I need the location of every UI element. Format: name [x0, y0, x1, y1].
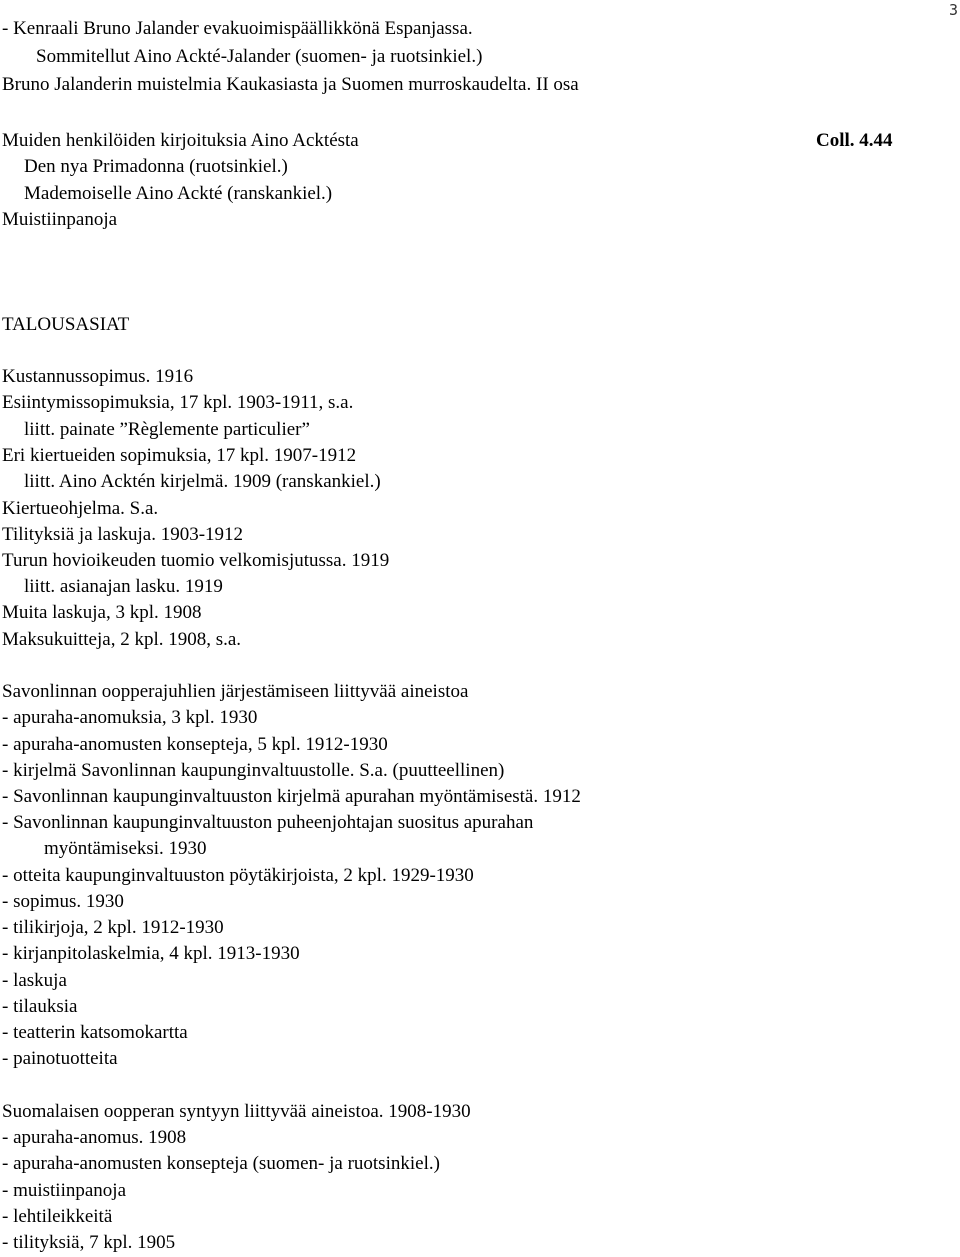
- section-heading: Muiden henkilöiden kirjoituksia Aino Acktésta: [2, 130, 359, 151]
- section-heading: Suomalaisen oopperan syntyyn liittyvää aineistoa. 1908-1930: [2, 1101, 471, 1122]
- list-item: Sommitellut Aino Ackté-Jalander (suomen- ja ruotsinkiel.): [36, 46, 483, 67]
- list-item: - laskuja: [2, 970, 67, 991]
- list-item: Turun hovioikeuden tuomio velkomisjutussa. 1919: [2, 550, 390, 571]
- list-item: Muistiinpanoja: [2, 209, 118, 230]
- list-item: - tilauksia: [2, 996, 78, 1017]
- section-heading: Savonlinnan oopperajuhlien järjestämiseen liittyvää aineistoa: [2, 681, 469, 702]
- collection-number: Coll. 4.44: [816, 130, 893, 151]
- list-item: Tilityksiä ja laskuja. 1903-1912: [2, 524, 244, 545]
- list-item: Den nya Primadonna (ruotsinkiel.): [24, 156, 288, 177]
- list-item: Muita laskuja, 3 kpl. 1908: [2, 602, 202, 623]
- list-item: liitt. Aino Acktén kirjelmä. 1909 (ranskankiel.): [24, 471, 381, 492]
- list-item: Eri kiertueiden sopimuksia, 17 kpl. 1907-1912: [2, 445, 357, 466]
- list-item: Mademoiselle Aino Ackté (ranskankiel.): [24, 183, 333, 204]
- page-number: 3: [948, 1, 958, 19]
- list-item: - tilikirjoja, 2 kpl. 1912-1930: [2, 917, 224, 938]
- list-item: Maksukuitteja, 2 kpl. 1908, s.a.: [2, 629, 242, 650]
- list-item: - tilityksiä, 7 kpl. 1905: [2, 1232, 176, 1253]
- list-item: - kirjelmä Savonlinnan kaupunginvaltuustolle. S.a. (puutteellinen): [2, 760, 505, 781]
- list-item: - lehtileikkeitä: [2, 1206, 113, 1227]
- list-item: - Savonlinnan kaupunginvaltuuston kirjelmä apurahan myöntämisestä. 1912: [2, 786, 581, 807]
- list-item: liitt. asianajan lasku. 1919: [24, 576, 223, 597]
- list-item: - painotuotteita: [2, 1048, 118, 1069]
- list-item: Kustannussopimus. 1916: [2, 366, 194, 387]
- list-item: - sopimus. 1930: [2, 891, 124, 912]
- list-item: Bruno Jalanderin muistelmia Kaukasiasta ja Suomen murroskaudelta. II osa: [2, 74, 579, 95]
- list-item: - otteita kaupunginvaltuuston pöytäkirjoista, 2 kpl. 1929-1930: [2, 865, 474, 886]
- list-item: - apuraha-anomuksia, 3 kpl. 1930: [2, 707, 258, 728]
- list-item: - teatterin katsomokartta: [2, 1022, 188, 1043]
- list-item: - apuraha-anomusten konsepteja, 5 kpl. 1912-1930: [2, 734, 388, 755]
- list-item: - kirjanpitolaskelmia, 4 kpl. 1913-1930: [2, 943, 300, 964]
- list-item: Kiertueohjelma. S.a.: [2, 498, 159, 519]
- section-heading: TALOUSASIAT: [2, 314, 130, 335]
- list-item: - muistiinpanoja: [2, 1180, 127, 1201]
- list-item: - Kenraali Bruno Jalander evakuoimispäällikkönä Espanjassa.: [2, 18, 473, 39]
- list-item: myöntämiseksi. 1930: [44, 838, 207, 859]
- list-item: liitt. painate ”Règlemente particulier”: [24, 419, 310, 440]
- list-item: - apuraha-anomus. 1908: [2, 1127, 187, 1148]
- list-item: Esiintymissopimuksia, 17 kpl. 1903-1911, s.a.: [2, 392, 354, 413]
- list-item: - apuraha-anomusten konsepteja (suomen- ja ruotsinkiel.): [2, 1153, 440, 1174]
- list-item: - Savonlinnan kaupunginvaltuuston puheenjohtajan suositus apurahan: [2, 812, 534, 833]
